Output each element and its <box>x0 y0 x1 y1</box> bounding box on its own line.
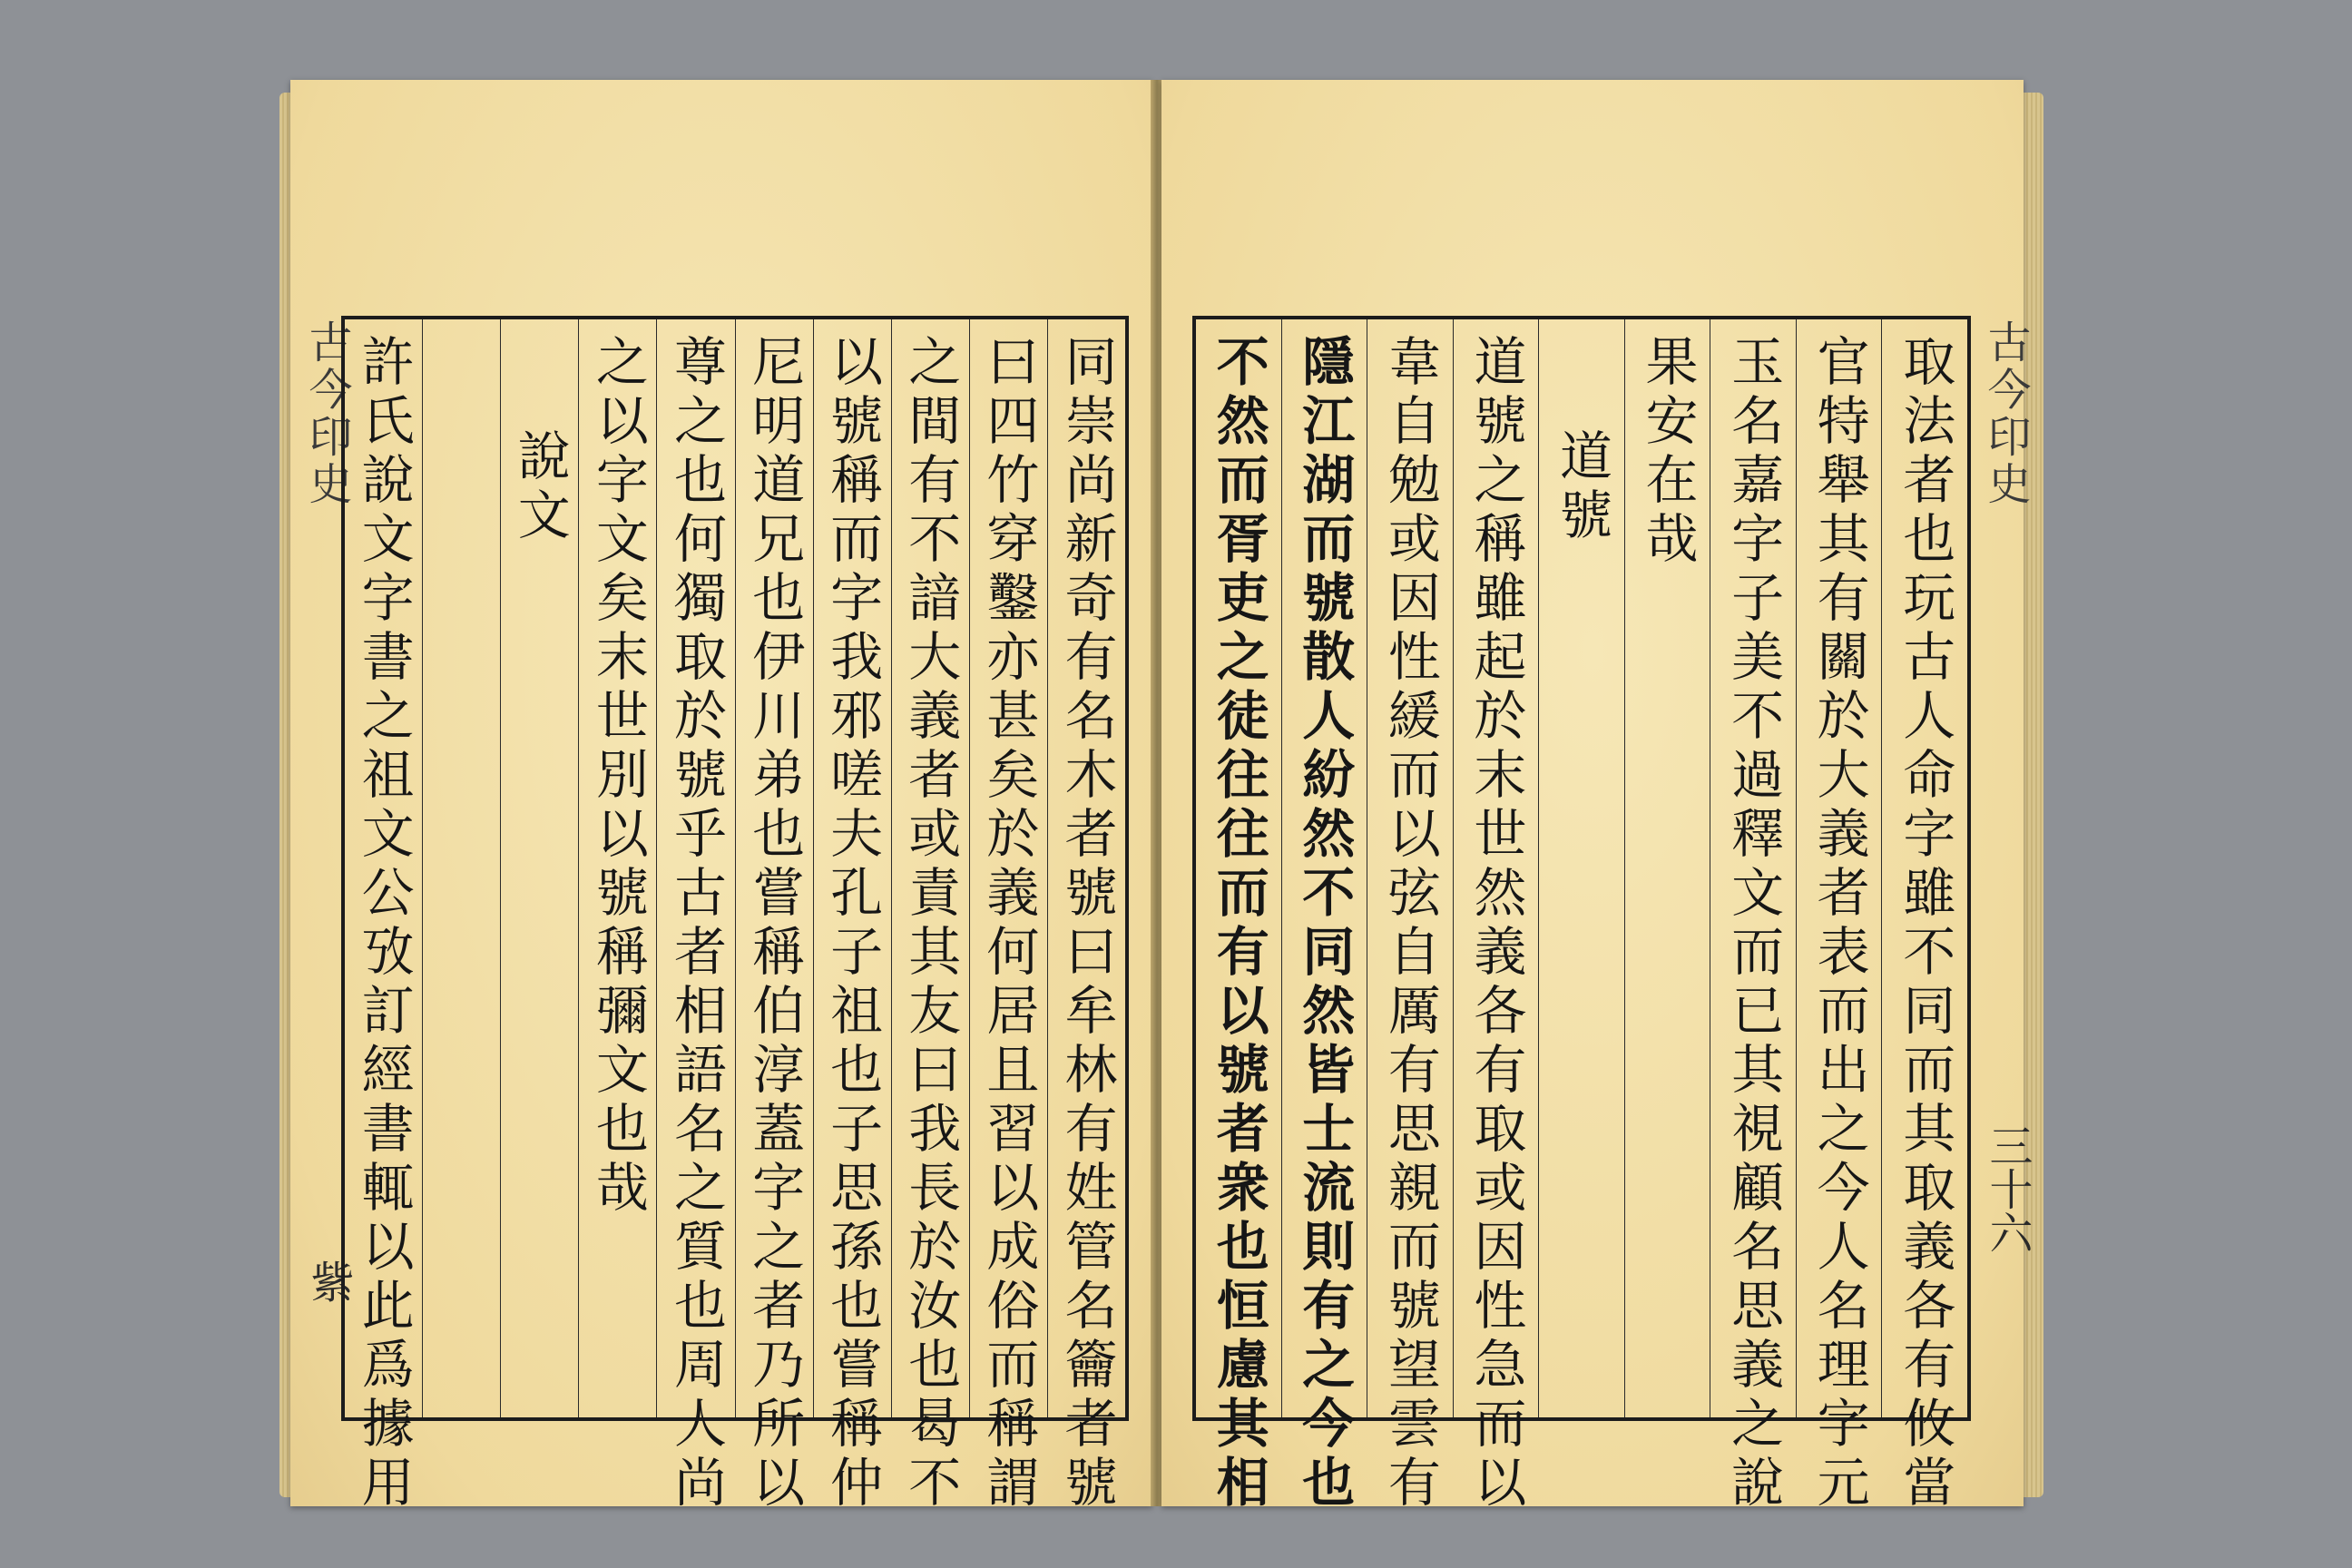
column-text: 曰四竹穿鑿亦甚矣於義何居且習以成俗而稱謂 <box>977 334 1040 1514</box>
text-column <box>1881 319 1967 1514</box>
right-text-frame <box>1192 316 1971 1514</box>
left-page <box>290 80 1152 1514</box>
text-column <box>1624 319 1710 1417</box>
section-heading: 道號 <box>1550 428 1612 546</box>
left-folio: 紫 <box>303 1259 354 1303</box>
column-text: 韋自勉或因性緩而以弦自厲有思親而號望雲有 <box>1378 334 1441 1514</box>
text-column <box>1710 319 1796 1514</box>
column-text: 之以字文矣末世別以號稱彌文也哉 <box>586 334 649 1219</box>
section-heading-column <box>1538 319 1624 1417</box>
column-text: 玉名嘉字子美不過釋文而已其視顧名思義之說 <box>1722 334 1785 1514</box>
text-column <box>345 319 422 1514</box>
text-column <box>813 319 891 1514</box>
text-column <box>1796 319 1882 1514</box>
column-text: 官特舉其有關於大義者表而出之今人名理字元 <box>1808 334 1870 1514</box>
left-margin-title: 古今印史 <box>301 319 352 508</box>
text-column <box>1047 319 1125 1514</box>
text-column <box>1196 319 1281 1514</box>
text-column <box>422 319 500 1417</box>
column-text: 尊之也何獨取於號乎古者相語名之質也周人尚 <box>664 334 727 1514</box>
text-column <box>969 319 1047 1514</box>
text-column <box>1453 319 1539 1514</box>
right-page-edges <box>2024 93 2043 1497</box>
text-column <box>1281 319 1367 1514</box>
text-column <box>578 319 656 1417</box>
column-text: 同崇尚新奇有名木者號曰牟林有姓管名籥者號 <box>1055 334 1118 1514</box>
column-text: 道號之稱雖起於末世然義各有取或因性急而以 <box>1465 334 1527 1514</box>
right-page <box>1161 80 2033 1514</box>
left-text-frame <box>341 316 1129 1514</box>
column-text: 不然而胥吏之徒往往而有以號者衆也恒慮其相 <box>1207 334 1269 1514</box>
text-column <box>1367 319 1453 1514</box>
right-margin-title: 古今印史 <box>1980 319 2031 508</box>
column-text: 果安在哉 <box>1636 334 1699 570</box>
right-folio: 三十六 <box>1982 1123 2033 1254</box>
text-column <box>735 319 813 1514</box>
section-heading: 說文 <box>508 428 571 546</box>
column-text: 隱江湖而號散人紛然不同然皆士流則有之今也 <box>1293 334 1356 1514</box>
column-text: 尼明道兄也伊川弟也嘗稱伯淳蓋字之者乃所以 <box>743 334 806 1514</box>
open-book <box>290 80 2033 1514</box>
column-text: 許氏說文字書之祖文公攷訂經書輒以此爲據用 <box>352 334 415 1514</box>
column-text: 之間有不諳大義者或責其友曰我長於汝也曷不 <box>899 334 962 1514</box>
column-text: 以號稱而字我邪嗟夫孔子祖也子思孫也嘗稱仲 <box>821 334 884 1514</box>
text-column <box>891 319 969 1514</box>
column-text: 取法者也玩古人命字雖不同而其取義各有攸當 <box>1894 334 1956 1514</box>
section-heading-column <box>500 319 578 1417</box>
text-column <box>656 319 734 1514</box>
